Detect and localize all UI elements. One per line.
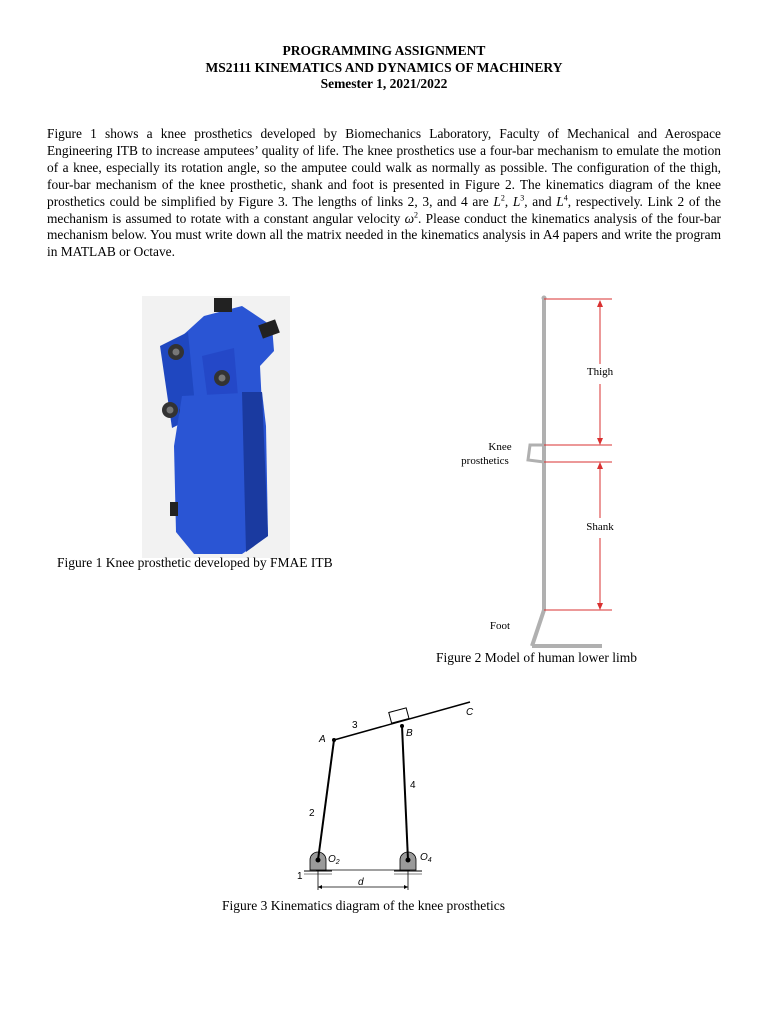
paragraph-part-3: . Please conduct the kinematics analysis of the four-bar mechanism below. You must write down all the matrix needed in the kinematics analysis in A4 papers and write the program in MATLAB or Octave.	[47, 210, 721, 260]
paragraph-part-2: , respectively. Link 2 of the mechanism is assumed to rotate with a constant angular velocity	[47, 193, 721, 226]
label-link-1: 1	[297, 871, 303, 882]
foot-heel	[532, 610, 544, 646]
four-bar-diagram	[280, 690, 500, 900]
label-point-b: B	[406, 728, 413, 739]
label-o4-sub: 4	[427, 857, 432, 864]
omega-symbol: ω	[404, 210, 415, 226]
label-link-2: 2	[309, 808, 315, 819]
top-clamp	[214, 298, 232, 312]
pivot-bolt-3-core	[167, 407, 174, 414]
label-o2-sub: 2	[335, 859, 340, 866]
link-2	[318, 740, 334, 860]
assignment-paragraph	[47, 126, 721, 261]
label-o2	[328, 854, 340, 866]
knee-prosthetic-photo	[142, 296, 290, 558]
hip-joint	[542, 296, 547, 301]
foot-label: Foot	[489, 620, 511, 632]
omega-index: 2	[414, 210, 419, 220]
label-point-a: A	[319, 734, 326, 745]
knee-prosthetic-mark	[528, 445, 544, 462]
length-l2-index: 2	[500, 193, 505, 203]
label-o4-letter: O	[420, 852, 428, 863]
document-header	[0, 43, 768, 93]
pivot-bolt-2-core	[219, 375, 226, 382]
bottom-clip	[170, 502, 178, 516]
header-title: PROGRAMMING ASSIGNMENT	[282, 43, 486, 58]
length-l4-symbol: L	[556, 193, 564, 209]
d-arrow-right	[404, 885, 408, 889]
header-semester: Semester 1, 2021/2022	[320, 76, 448, 91]
lower-limb-diagram	[430, 290, 690, 650]
separator-2: , and	[524, 193, 557, 209]
figure-2-caption: Figure 2 Model of human lower limb	[436, 650, 637, 665]
figure-1-caption: Figure 1 Knee prosthetic developed by FMAE ITB	[57, 555, 333, 570]
knee-label-line1: Knee	[488, 441, 512, 453]
pivot-bolt-1-core	[173, 349, 180, 356]
shank-label: Shank	[586, 521, 614, 533]
header-course: MS2111 KINEMATICS AND DYNAMICS OF MACHINERY	[205, 59, 563, 75]
thigh-arrow-head-top	[597, 300, 603, 307]
paragraph-part-1: Figure 1 shows a knee prosthetics developed by Biomechanics Laboratory, Faculty of Mechanical and Aerospace Engineering ITB to increase amputees’ quality of life. The knee prosthetics use a four-bar mechanism to emulate the motion of a knee, especially its rotation angle, so the amputee could walk as normally as possible. The configuration of the thigh, four-bar mechanism of the knee prosthetic, shank and foot is presented in Figure 2. The kinematics diagram of the knee prosthetics could be simplified by Figure 3. The lengths of links 2, 3, and 4 are	[47, 126, 721, 209]
length-l2-symbol: L	[493, 193, 501, 209]
figure-3-caption: Figure 3 Kinematics diagram of the knee prosthetics	[222, 898, 506, 913]
knee-label-line2: prosthetics	[461, 455, 509, 467]
thigh-arrow-head-bottom	[597, 438, 603, 445]
joint-a	[332, 738, 336, 742]
length-l3-symbol: L	[512, 193, 521, 209]
label-link-4: 4	[410, 780, 416, 791]
thigh-label: Thigh	[586, 366, 614, 378]
label-link-3: 3	[352, 720, 358, 731]
d-arrow-left	[318, 885, 322, 889]
link-4	[402, 726, 408, 860]
separator-1: ,	[504, 193, 513, 209]
shank-arrow-head-bottom	[597, 603, 603, 610]
label-d: d	[358, 877, 364, 888]
slider-block	[389, 708, 409, 723]
shank-arrow-head-top	[597, 462, 603, 469]
length-l4-index: 4	[563, 193, 568, 203]
label-point-c: C	[466, 707, 474, 718]
length-l3-index: 3	[520, 193, 525, 203]
label-o4	[420, 852, 432, 864]
label-o2-letter: O	[328, 854, 336, 865]
joint-b	[400, 724, 404, 728]
